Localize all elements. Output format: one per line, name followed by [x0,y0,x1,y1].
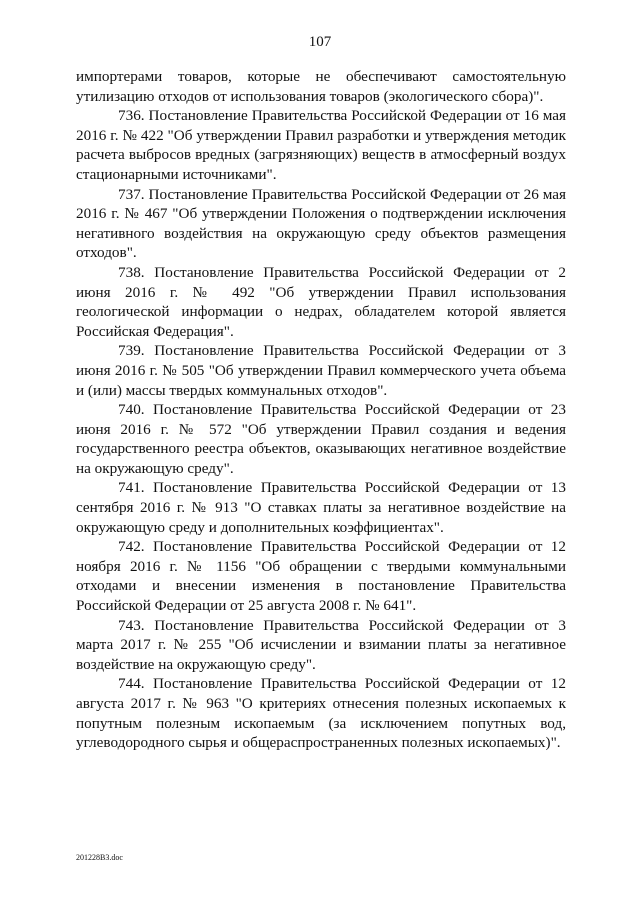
list-item-741: 741. Постановление Правительства Российской Федерации от 13 сентября 2016 г. № 913 "О ставках платы за негативное воздействие на окружающую среду и дополнительных коэффициентах". [76,479,566,536]
list-item-736: 736. Постановление Правительства Российской Федерации от 16 мая 2016 г. № 422 "Об утверждении Правил разработки и утверждения методик расчета выбросов вредных (загрязняющих) веществ в атмосферный воздух стационарными источниками". [76,107,566,183]
page-number: 107 [308,34,332,50]
list-item-737: 737. Постановление Правительства Российской Федерации от 26 мая 2016 г. № 467 "Об утверждении Положения о подтверждении исключения негативного воздействия на окружающую среду объектов размещения отходов". [76,185,566,262]
document-body [76,67,566,753]
list-item-740: 740. Постановление Правительства Российской Федерации от 23 июня 2016 г. № 572 "Об утверждении Правил создания и ведения государственного реестра объектов, оказывающих негативное воздействие на окружающую среду". [76,401,566,477]
list-item-744: 744. Постановление Правительства Российской Федерации от 12 августа 2017 г. № 963 "О критериях отнесения полезных ископаемых к попутным полезным ископаемым (за исключением попутных вод, углеводородного сырья и общераспространенных полезных ископаемых)". [76,675,566,752]
list-item-739: 739. Постановление Правительства Российской Федерации от 3 июня 2016 г. № 505 "Об утверждении Правил коммерческого учета объема и (или) массы твердых коммунальных отходов". [76,342,566,399]
paragraph-continuation: импортерами товаров, которые не обеспечивают самостоятельную утилизацию отходов от использования товаров (экологического сбора)". [76,68,566,105]
list-item-743: 743. Постановление Правительства Российской Федерации от 3 марта 2017 г. № 255 "Об исчислении и взимании платы за негативное воздействие на окружающую среду". [76,616,566,673]
list-item-738: 738. Постановление Правительства Российской Федерации от 2 июня 2016 г. № 492 "Об утверждении Правил использования геологической информации о недрах, обладателем которой является Российская Федерация". [76,263,566,340]
list-item-742: 742. Постановление Правительства Российской Федерации от 12 ноября 2016 г. № 1156 "Об обращении с твердыми коммунальными отходами и внесении изменения в постановление Правительства Российской Федерации от 25 августа 2008 г. № 641". [76,538,566,615]
footer-filename: 201228B3.doc [76,853,123,862]
